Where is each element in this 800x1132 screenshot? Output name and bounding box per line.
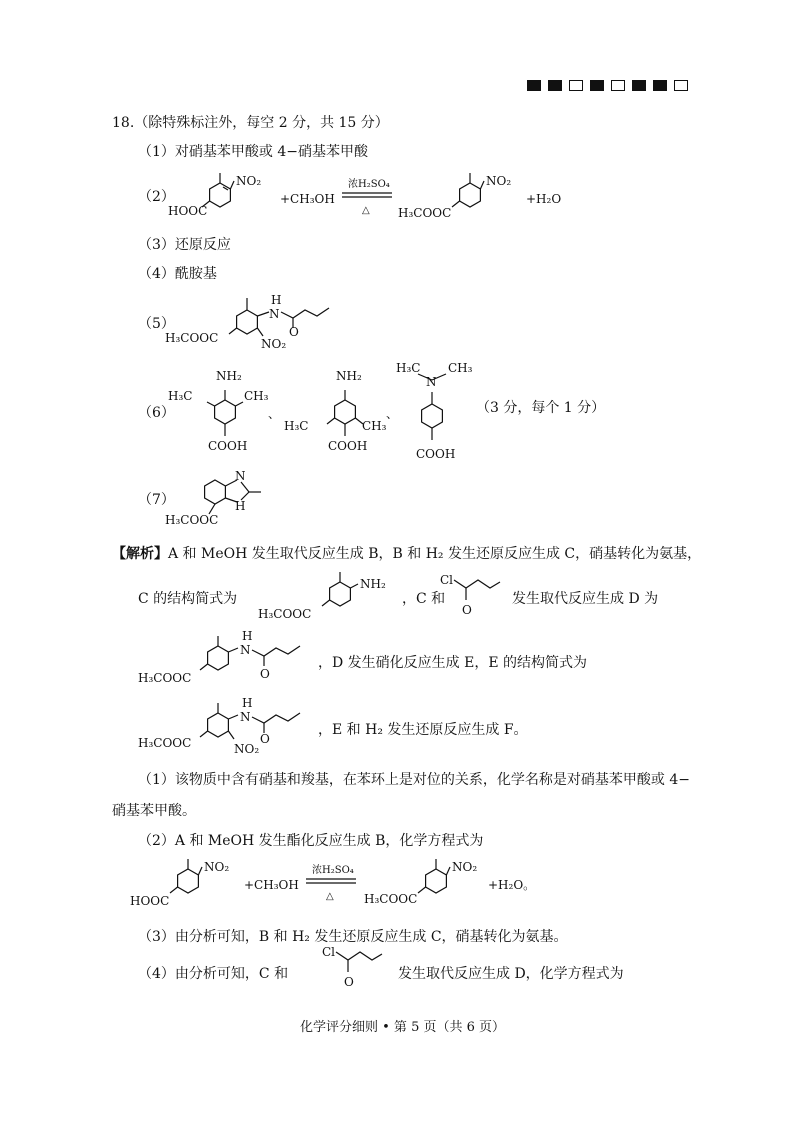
acyl-chloride <box>322 942 392 992</box>
no2-label: NO₂ <box>486 174 512 188</box>
nh-n: N <box>240 643 251 657</box>
benzene-ring <box>452 173 484 207</box>
cl-label: Cl <box>322 945 336 959</box>
structure-e <box>138 695 318 757</box>
h3cooc-label: H₃COOC <box>398 206 452 220</box>
analysis-p4a: （4）由分析可知，C 和 <box>138 966 289 982</box>
h3cooc-label: H₃COOC <box>165 513 219 527</box>
analysis-p4b: 发生取代反应生成 D，化学方程式为 <box>398 966 624 982</box>
condition-top: 浓H₂SO₄ <box>312 865 354 876</box>
answer-1: （1）对硝基苯甲酸或 4−硝基苯甲酸 <box>138 144 368 160</box>
nh-n: N <box>240 710 251 724</box>
nh2-label: NH₂ <box>336 369 362 383</box>
nh-h: H <box>242 629 253 643</box>
question-title: 18.（除特殊标注外，每空 2 分，共 15 分） <box>112 115 389 131</box>
deco-square <box>611 80 625 91</box>
nh-label: H <box>235 499 246 513</box>
carbonyl-o: O <box>260 667 270 681</box>
separator: 、 <box>386 407 399 421</box>
structure-5 <box>165 290 365 360</box>
nh2-label: NH₂ <box>216 369 242 383</box>
page-footer: 化学评分细则 • 第 5 页（共 6 页） <box>300 1020 506 1035</box>
answer-4: （4）酰胺基 <box>138 266 217 282</box>
answer-2-label: （2） <box>138 189 175 205</box>
condition-bottom: △ <box>326 891 334 902</box>
analysis-p3: （3）由分析可知，B 和 H₂ 发生还原反应生成 C，硝基转化为氨基。 <box>138 929 568 945</box>
acyl-chloride <box>440 570 510 620</box>
answer-5-label: （5） <box>138 316 175 332</box>
nh2-label: NH₂ <box>360 577 386 591</box>
structure-d <box>138 628 318 688</box>
cl-label: Cl <box>440 573 454 587</box>
deco-square <box>653 80 667 91</box>
plus-methanol: +CH₃OH <box>244 878 299 892</box>
equation-2 <box>160 165 600 225</box>
hooc-label: HOOC <box>130 894 170 908</box>
no2-label: NO₂ <box>204 860 230 874</box>
h3cooc-label: H₃COOC <box>364 892 418 906</box>
deco-square <box>674 80 688 91</box>
o-label: O <box>462 603 472 617</box>
cooh-label: COOH <box>208 439 248 453</box>
h3cooc-label: H₃COOC <box>258 607 312 621</box>
nh-h: H <box>242 696 253 710</box>
analysis-line-2b: ，C 和 <box>402 591 446 607</box>
n-label: N <box>426 375 437 389</box>
analysis-line-2c: 发生取代反应生成 D 为 <box>512 591 659 607</box>
nh-n: N <box>269 307 280 321</box>
ch3-label: CH₃ <box>244 389 269 403</box>
h3cooc-label: H₃COOC <box>165 331 219 345</box>
carbonyl-o: O <box>289 325 299 339</box>
ch3-label: CH₃ <box>362 419 387 433</box>
analysis-line-4: ，E 和 H₂ 发生还原反应生成 F。 <box>318 722 528 738</box>
ch3-label: CH₃ <box>448 361 473 375</box>
cooh-label: COOH <box>416 447 456 461</box>
nh-h: H <box>271 293 282 307</box>
deco-square <box>590 80 604 91</box>
no2-label: NO₂ <box>261 337 287 351</box>
structures-6 <box>160 360 606 465</box>
no2-label: NO₂ <box>236 174 262 188</box>
h3c-label: H₃C <box>168 389 193 403</box>
n-label: N <box>235 469 246 483</box>
analysis-line-2a: C 的结构简式为 <box>138 591 238 607</box>
plus-methanol: +CH₃OH <box>280 192 335 206</box>
separator: 、 <box>268 407 281 421</box>
cooh-label: COOH <box>328 439 368 453</box>
answer-6-label: （6） <box>138 405 175 421</box>
answer-7-label: （7） <box>138 492 175 508</box>
deco-square <box>569 80 583 91</box>
hooc-label: HOOC <box>168 204 208 218</box>
benzene-ring <box>202 173 234 207</box>
structure-7 <box>165 462 305 532</box>
deco-square <box>548 80 562 91</box>
analysis-p1: （1）该物质中含有硝基和羧基，在苯环上是对位的关系，化学名称是对硝基苯甲酸或 4− <box>138 772 690 788</box>
deco-square <box>527 80 541 91</box>
no2-label: NO₂ <box>234 742 260 756</box>
plus-water: +H₂O。 <box>488 878 536 892</box>
analysis-p1b: 硝基苯甲酸。 <box>112 803 196 819</box>
o-label: O <box>344 975 354 989</box>
h3c-label: H₃C <box>284 419 309 433</box>
carbonyl-o: O <box>260 732 270 746</box>
header-decoration <box>527 80 697 91</box>
condition-bottom: △ <box>362 205 370 216</box>
h3cooc-label: H₃COOC <box>138 736 192 750</box>
answer-6-note: （3 分，每个 1 分） <box>476 400 606 416</box>
h3cooc-label: H₃COOC <box>138 671 192 685</box>
answer-3: （3）还原反应 <box>138 237 231 253</box>
analysis-line-1 <box>112 543 701 563</box>
deco-square <box>632 80 646 91</box>
no2-label: NO₂ <box>452 860 478 874</box>
h3c-label: H₃C <box>396 361 421 375</box>
analysis-p2: （2）A 和 MeOH 发生酯化反应生成 B，化学方程式为 <box>138 833 484 849</box>
analysis-line-3: ，D 发生硝化反应生成 E，E 的结构简式为 <box>318 655 588 671</box>
analysis-tag: 【解析】 <box>112 546 168 562</box>
equation-p2 <box>130 853 590 915</box>
structure-c <box>258 566 388 626</box>
analysis-text: A 和 MeOH 发生取代反应生成 B，B 和 H₂ 发生还原反应生成 C，硝基转化为氨基， <box>168 546 702 562</box>
condition-top: 浓H₂SO₄ <box>348 179 390 190</box>
plus-water: +H₂O <box>526 192 562 206</box>
